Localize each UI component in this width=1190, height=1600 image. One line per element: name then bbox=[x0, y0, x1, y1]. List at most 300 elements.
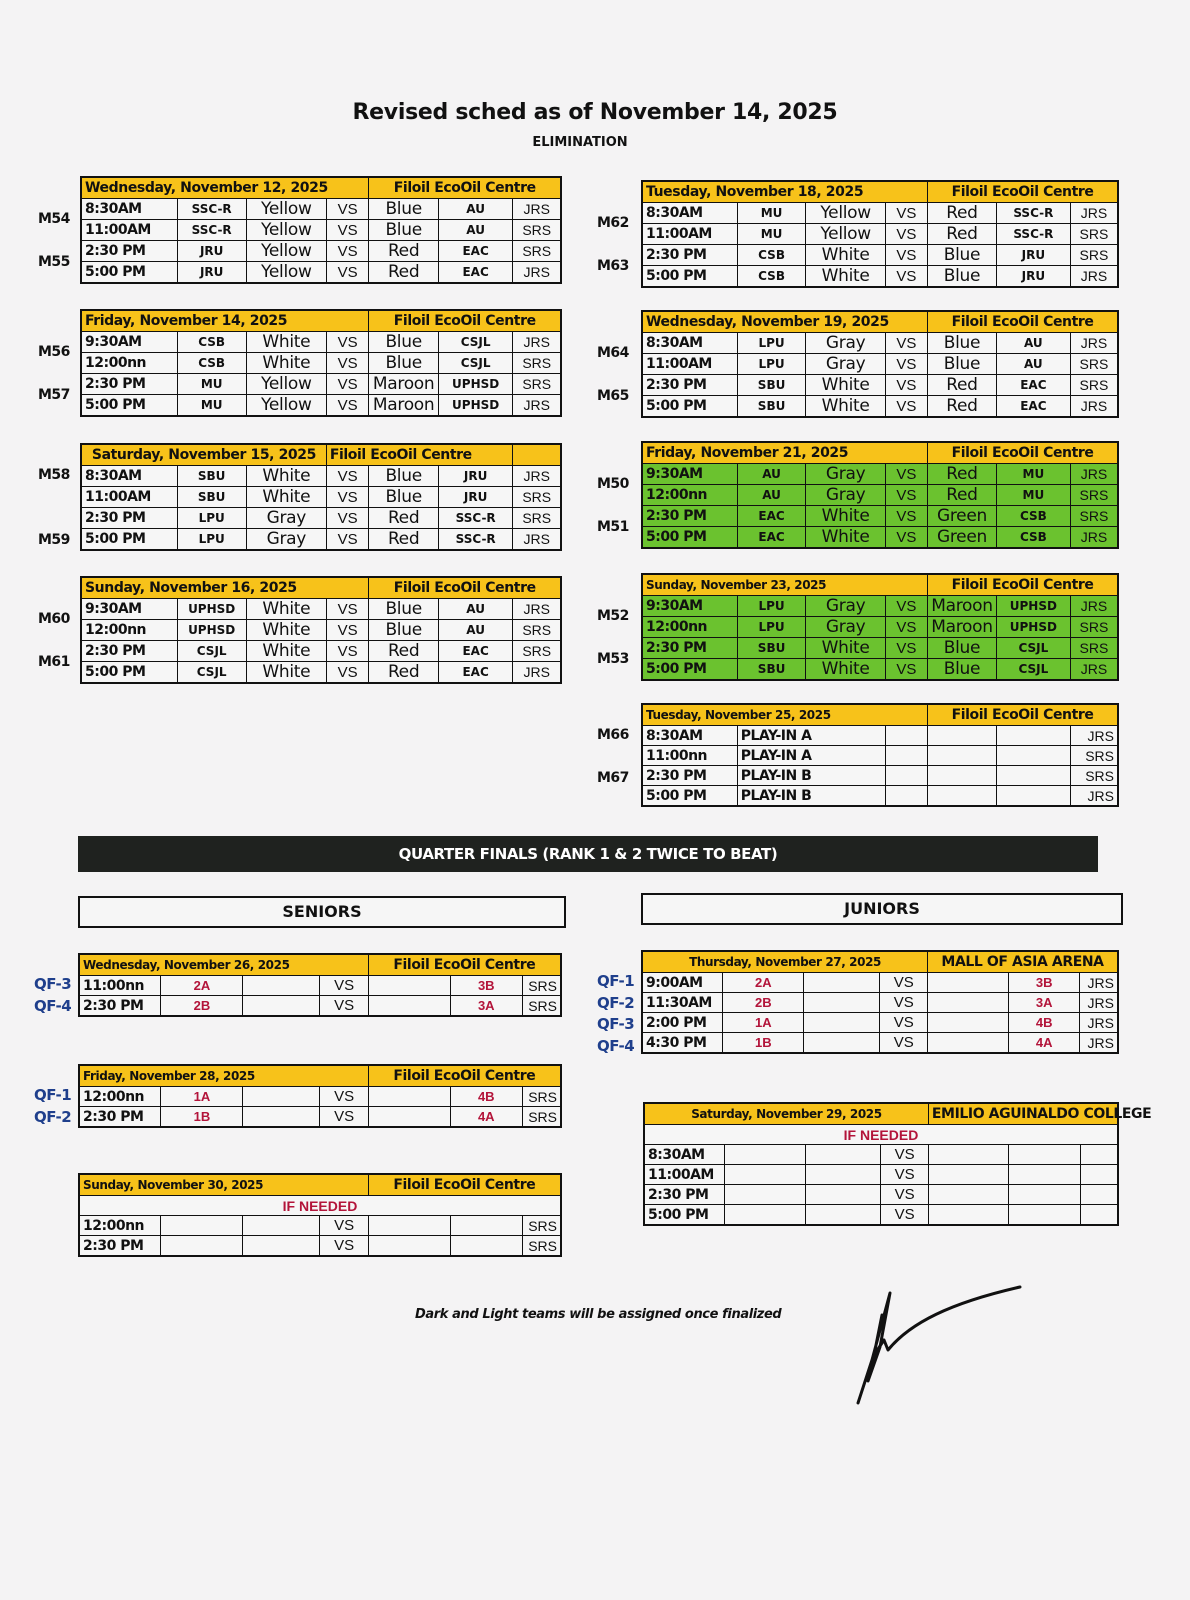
match-row bbox=[642, 726, 1118, 746]
match-number: M58 bbox=[38, 467, 70, 483]
division: SRS bbox=[513, 508, 561, 529]
team-2: CSJL bbox=[996, 638, 1070, 659]
empty-cell bbox=[805, 1205, 881, 1226]
division: SRS bbox=[522, 1087, 561, 1107]
venue-name: Filoil EcoOil Centre bbox=[928, 574, 1118, 596]
schedule-header-row bbox=[642, 574, 1118, 596]
match-row bbox=[642, 464, 1118, 485]
division: SRS bbox=[1070, 746, 1118, 766]
schedule-header-row bbox=[642, 704, 1118, 726]
empty-cell bbox=[996, 766, 1070, 786]
venue-name: Filoil EcoOil Centre bbox=[369, 310, 561, 332]
team-2: JRU bbox=[996, 245, 1070, 266]
vs-label: VS bbox=[326, 599, 369, 620]
vs-label: VS bbox=[326, 487, 369, 508]
match-time: 8:30AM bbox=[642, 333, 737, 354]
schedule-table bbox=[80, 576, 562, 684]
empty-cell bbox=[368, 1107, 450, 1128]
jersey-color-2: Blue bbox=[369, 332, 438, 353]
qf-match-label: QF-4 bbox=[597, 1036, 635, 1055]
match-time: 9:30AM bbox=[642, 464, 737, 485]
seed-1 bbox=[161, 1236, 243, 1257]
empty-cell bbox=[928, 746, 997, 766]
play-in-matchup: PLAY-IN A bbox=[737, 726, 885, 746]
empty-cell bbox=[368, 976, 450, 996]
match-time: 11:00AM bbox=[81, 487, 177, 508]
vs-label: VS bbox=[881, 1185, 928, 1205]
jersey-color-2: Blue bbox=[369, 199, 438, 220]
division: JRS bbox=[513, 332, 561, 353]
seed-2: 4B bbox=[450, 1087, 522, 1107]
qf-date: Friday, November 28, 2025 bbox=[79, 1065, 368, 1087]
qf-table bbox=[641, 950, 1119, 1054]
jersey-color-1: Gray bbox=[806, 333, 885, 354]
jersey-color-1: White bbox=[246, 466, 326, 487]
schedule-header-row bbox=[642, 181, 1118, 203]
schedule-table bbox=[641, 573, 1119, 681]
match-time: 12:00nn bbox=[81, 353, 177, 374]
vs-label: VS bbox=[885, 375, 927, 396]
jersey-color-2: Blue bbox=[928, 638, 997, 659]
schedule-date: Wednesday, November 12, 2025 bbox=[81, 177, 369, 199]
match-time: 8:30AM bbox=[81, 466, 177, 487]
signature bbox=[850, 1285, 1030, 1410]
vs-label: VS bbox=[885, 617, 927, 638]
jersey-color-1: Yellow bbox=[246, 199, 326, 220]
empty-cell bbox=[368, 996, 450, 1017]
match-time: 2:30 PM bbox=[81, 508, 177, 529]
division: SRS bbox=[1070, 485, 1118, 506]
division bbox=[1080, 1145, 1118, 1165]
match-row bbox=[642, 224, 1118, 245]
team-1: MU bbox=[177, 374, 246, 395]
division: JRS bbox=[1070, 527, 1118, 549]
seed-1: 2B bbox=[161, 996, 243, 1017]
match-time: 12:00nn bbox=[79, 1216, 161, 1236]
seed-2: 3B bbox=[1008, 973, 1079, 993]
seed-2: 4B bbox=[1008, 1013, 1079, 1033]
match-time: 11:00nn bbox=[79, 976, 161, 996]
qf-match-row bbox=[79, 976, 561, 996]
vs-label: VS bbox=[885, 659, 927, 681]
team-1: CSB bbox=[737, 266, 806, 288]
qf-table bbox=[78, 1173, 562, 1257]
juniors-label: JUNIORS bbox=[641, 893, 1123, 925]
jersey-color-2: Red bbox=[928, 396, 997, 418]
vs-label: VS bbox=[885, 485, 927, 506]
vs-label: VS bbox=[880, 1013, 928, 1033]
division: SRS bbox=[522, 976, 561, 996]
schedule-header-row bbox=[81, 577, 561, 599]
division: JRS bbox=[1070, 726, 1118, 746]
team-2: UPHSD bbox=[996, 596, 1070, 617]
jersey-color-1: Yellow bbox=[246, 241, 326, 262]
qf-header-row bbox=[642, 951, 1118, 973]
division: JRS bbox=[1070, 786, 1118, 807]
venue-name: Filoil EcoOil Centre bbox=[368, 1174, 561, 1196]
jersey-color-1: White bbox=[246, 641, 326, 662]
match-time: 5:00 PM bbox=[81, 262, 177, 284]
team-1: EAC bbox=[737, 527, 806, 549]
vs-label: VS bbox=[326, 353, 369, 374]
match-time: 11:00AM bbox=[642, 224, 737, 245]
jersey-color-2: Red bbox=[369, 241, 438, 262]
empty-cell bbox=[804, 993, 880, 1013]
qf-match-row bbox=[642, 973, 1118, 993]
division: SRS bbox=[1070, 766, 1118, 786]
jersey-color-2: Maroon bbox=[369, 395, 438, 417]
vs-label: VS bbox=[326, 220, 369, 241]
team-1: SBU bbox=[737, 396, 806, 418]
empty-cell bbox=[928, 1033, 1009, 1054]
schedule-table bbox=[641, 310, 1119, 418]
match-time: 2:30 PM bbox=[81, 374, 177, 395]
division: JRS bbox=[1070, 464, 1118, 485]
vs-label: VS bbox=[326, 241, 369, 262]
match-row bbox=[81, 332, 561, 353]
match-time: 12:00nn bbox=[81, 620, 177, 641]
match-row bbox=[642, 333, 1118, 354]
vs-label: VS bbox=[885, 224, 927, 245]
vs-label: VS bbox=[320, 1236, 368, 1257]
empty-cell bbox=[368, 1087, 450, 1107]
match-time: 5:00 PM bbox=[81, 662, 177, 684]
play-in-matchup: PLAY-IN B bbox=[737, 786, 885, 807]
empty-cell bbox=[805, 1165, 881, 1185]
empty-cell bbox=[368, 1236, 450, 1257]
division: SRS bbox=[513, 620, 561, 641]
schedule-table bbox=[80, 443, 562, 551]
division: SRS bbox=[1070, 224, 1118, 245]
jersey-color-1: White bbox=[246, 620, 326, 641]
schedule-header-row bbox=[81, 310, 561, 332]
empty-cell bbox=[243, 1107, 320, 1128]
vs-label: VS bbox=[326, 395, 369, 417]
vs-label: VS bbox=[885, 638, 927, 659]
team-2: EAC bbox=[438, 262, 513, 284]
vs-label: VS bbox=[320, 1107, 368, 1128]
empty-cell bbox=[928, 1013, 1009, 1033]
schedule-block bbox=[80, 443, 562, 551]
vs-label: VS bbox=[885, 464, 927, 485]
match-row bbox=[81, 620, 561, 641]
jersey-color-1: Gray bbox=[246, 529, 326, 551]
header-empty-cell bbox=[513, 444, 561, 466]
if-needed-label: IF NEEDED bbox=[79, 1196, 561, 1216]
team-1: LPU bbox=[737, 596, 806, 617]
team-1: SBU bbox=[737, 375, 806, 396]
schedule-date: Wednesday, November 19, 2025 bbox=[642, 311, 928, 333]
division: SRS bbox=[1070, 617, 1118, 638]
venue-name: Filoil EcoOil Centre bbox=[369, 577, 561, 599]
match-time: 2:30 PM bbox=[644, 1185, 725, 1205]
team-1: EAC bbox=[737, 506, 806, 527]
vs-label: VS bbox=[326, 620, 369, 641]
team-1: SSC-R bbox=[177, 199, 246, 220]
vs-label: VS bbox=[885, 203, 927, 224]
division: SRS bbox=[1070, 375, 1118, 396]
match-number: M56 bbox=[38, 343, 70, 360]
team-1: LPU bbox=[737, 354, 806, 375]
team-2: JRU bbox=[438, 487, 513, 508]
jersey-color-1: White bbox=[246, 353, 326, 374]
jersey-color-1: Yellow bbox=[806, 203, 885, 224]
empty-cell bbox=[243, 1087, 320, 1107]
qf-match-label: QF-1 bbox=[34, 1086, 72, 1104]
page-title: Revised sched as of November 14, 2025 bbox=[352, 100, 838, 125]
schedule-block bbox=[641, 703, 1119, 807]
empty-cell bbox=[243, 1216, 320, 1236]
division: JRS bbox=[513, 599, 561, 620]
team-2: EAC bbox=[996, 396, 1070, 418]
schedule-block bbox=[641, 573, 1119, 681]
jersey-color-1: White bbox=[806, 527, 885, 549]
vs-label: VS bbox=[880, 973, 928, 993]
empty-cell bbox=[885, 786, 927, 807]
match-row bbox=[642, 786, 1118, 807]
if-needed-row bbox=[644, 1125, 1118, 1145]
schedule-date: Sunday, November 23, 2025 bbox=[642, 574, 928, 596]
jersey-color-1: White bbox=[246, 332, 326, 353]
division: SRS bbox=[513, 641, 561, 662]
vs-label: VS bbox=[326, 374, 369, 395]
vs-label: VS bbox=[326, 466, 369, 487]
seed-1: 2B bbox=[723, 993, 804, 1013]
match-time: 12:00nn bbox=[642, 617, 737, 638]
vs-label: VS bbox=[885, 354, 927, 375]
qf-header-row bbox=[644, 1103, 1118, 1125]
vs-label: VS bbox=[885, 396, 927, 418]
match-row bbox=[642, 527, 1118, 549]
team-2: AU bbox=[438, 220, 513, 241]
schedule-table bbox=[641, 441, 1119, 549]
match-time: 2:30 PM bbox=[81, 641, 177, 662]
division: SRS bbox=[513, 353, 561, 374]
team-2: MU bbox=[996, 464, 1070, 485]
qf-match-row bbox=[79, 996, 561, 1017]
match-row bbox=[642, 506, 1118, 527]
empty-cell bbox=[368, 1216, 450, 1236]
qf-schedule-block bbox=[78, 1064, 562, 1128]
team-1: JRU bbox=[177, 241, 246, 262]
seed-2 bbox=[1009, 1205, 1080, 1226]
vs-label: VS bbox=[885, 245, 927, 266]
match-time: 2:30 PM bbox=[642, 375, 737, 396]
match-time: 9:30AM bbox=[81, 599, 177, 620]
division: JRS bbox=[1080, 973, 1118, 993]
match-time: 5:00 PM bbox=[644, 1205, 725, 1226]
jersey-color-2: Blue bbox=[928, 659, 997, 681]
division: JRS bbox=[1070, 333, 1118, 354]
schedule-header-row bbox=[642, 442, 1118, 464]
vs-label: VS bbox=[881, 1205, 928, 1226]
jersey-color-2: Red bbox=[928, 485, 997, 506]
jersey-color-1: Yellow bbox=[246, 395, 326, 417]
seed-2: 4A bbox=[1008, 1033, 1079, 1054]
vs-label: VS bbox=[885, 527, 927, 549]
match-time: 5:00 PM bbox=[642, 396, 737, 418]
empty-cell bbox=[928, 726, 997, 746]
schedule-block bbox=[641, 441, 1119, 549]
match-row bbox=[81, 395, 561, 417]
division: SRS bbox=[513, 374, 561, 395]
jersey-color-1: White bbox=[246, 487, 326, 508]
match-number: M51 bbox=[597, 519, 629, 535]
qf-match-row bbox=[79, 1107, 561, 1128]
team-2: AU bbox=[438, 199, 513, 220]
schedule-date: Friday, November 21, 2025 bbox=[642, 442, 928, 464]
division: SRS bbox=[513, 220, 561, 241]
venue-name: Filoil EcoOil Centre bbox=[928, 704, 1118, 726]
jersey-color-1: White bbox=[246, 662, 326, 684]
qf-match-label: QF-2 bbox=[597, 993, 635, 1012]
schedule-date: Sunday, November 16, 2025 bbox=[81, 577, 369, 599]
team-2: SSC-R bbox=[996, 224, 1070, 245]
seed-1: 2A bbox=[723, 973, 804, 993]
match-time: 2:30 PM bbox=[79, 1107, 161, 1128]
schedule-table bbox=[641, 180, 1119, 288]
jersey-color-1: Gray bbox=[806, 485, 885, 506]
match-row bbox=[81, 199, 561, 220]
empty-cell bbox=[928, 1185, 1009, 1205]
empty-cell bbox=[243, 976, 320, 996]
match-time: 12:00nn bbox=[642, 485, 737, 506]
seed-1: 1B bbox=[161, 1107, 243, 1128]
match-number: M53 bbox=[597, 651, 629, 667]
seed-2: 3B bbox=[450, 976, 522, 996]
match-time: 2:00 PM bbox=[642, 1013, 723, 1033]
seed-1 bbox=[161, 1216, 243, 1236]
venue-name: EMILIO AGUINALDO COLLEGE bbox=[928, 1103, 1118, 1125]
jersey-color-2: Red bbox=[369, 508, 438, 529]
match-time: 2:30 PM bbox=[79, 1236, 161, 1257]
qf-match-row bbox=[642, 1013, 1118, 1033]
jersey-color-2: Blue bbox=[369, 487, 438, 508]
team-2: AU bbox=[996, 333, 1070, 354]
schedule-block bbox=[80, 576, 562, 684]
division: SRS bbox=[513, 241, 561, 262]
division: JRS bbox=[513, 662, 561, 684]
match-row bbox=[81, 662, 561, 684]
jersey-color-2: Red bbox=[369, 641, 438, 662]
vs-label: VS bbox=[326, 332, 369, 353]
vs-label: VS bbox=[320, 1216, 368, 1236]
jersey-color-2: Maroon bbox=[928, 596, 997, 617]
match-row bbox=[642, 203, 1118, 224]
team-2: CSJL bbox=[438, 332, 513, 353]
match-row bbox=[81, 599, 561, 620]
division: JRS bbox=[513, 529, 561, 551]
venue-name: Filoil EcoOil Centre bbox=[368, 1065, 561, 1087]
quarter-finals-banner: QUARTER FINALS (RANK 1 & 2 TWICE TO BEAT) bbox=[78, 836, 1098, 872]
jersey-color-2: Red bbox=[928, 464, 997, 485]
team-1: SBU bbox=[177, 487, 246, 508]
vs-label: VS bbox=[885, 596, 927, 617]
team-2: AU bbox=[996, 354, 1070, 375]
match-row bbox=[81, 466, 561, 487]
qf-schedule-block bbox=[641, 950, 1119, 1054]
jersey-color-1: White bbox=[806, 396, 885, 418]
match-time: 9:30AM bbox=[81, 332, 177, 353]
schedule-table bbox=[641, 703, 1119, 807]
team-1: LPU bbox=[737, 333, 806, 354]
empty-cell bbox=[928, 786, 997, 807]
match-number: M57 bbox=[38, 387, 70, 403]
vs-label: VS bbox=[885, 333, 927, 354]
vs-label: VS bbox=[326, 199, 369, 220]
team-2: CSJL bbox=[438, 353, 513, 374]
team-1: MU bbox=[737, 203, 806, 224]
match-row bbox=[81, 353, 561, 374]
qf-date: Saturday, November 29, 2025 bbox=[644, 1103, 928, 1125]
schedule-table bbox=[80, 309, 562, 417]
footer-note: Dark and Light teams will be assigned once finalized bbox=[415, 1307, 782, 1322]
jersey-color-1: Yellow bbox=[246, 220, 326, 241]
match-number: M60 bbox=[38, 610, 70, 627]
match-time: 11:00AM bbox=[642, 354, 737, 375]
team-2: JRU bbox=[996, 266, 1070, 288]
play-in-matchup: PLAY-IN A bbox=[737, 746, 885, 766]
vs-label: VS bbox=[326, 529, 369, 551]
match-row bbox=[81, 241, 561, 262]
jersey-color-1: White bbox=[806, 506, 885, 527]
jersey-color-2: Red bbox=[928, 224, 997, 245]
empty-cell bbox=[885, 766, 927, 786]
match-number: M67 bbox=[597, 770, 629, 787]
match-row bbox=[642, 396, 1118, 418]
qf-match-label: QF-4 bbox=[34, 996, 72, 1015]
seed-1: 1A bbox=[723, 1013, 804, 1033]
empty-cell bbox=[928, 1145, 1009, 1165]
team-1: CSB bbox=[177, 332, 246, 353]
jersey-color-1: Gray bbox=[806, 464, 885, 485]
jersey-color-2: Blue bbox=[369, 466, 438, 487]
vs-label: VS bbox=[326, 662, 369, 684]
division bbox=[1080, 1205, 1118, 1226]
match-time: 4:30 PM bbox=[642, 1033, 723, 1054]
match-time: 9:00AM bbox=[642, 973, 723, 993]
division: JRS bbox=[1070, 203, 1118, 224]
team-1: UPHSD bbox=[177, 599, 246, 620]
seed-2 bbox=[450, 1236, 522, 1257]
jersey-color-1: White bbox=[806, 245, 885, 266]
empty-cell bbox=[928, 766, 997, 786]
jersey-color-2: Maroon bbox=[928, 617, 997, 638]
match-time: 2:30 PM bbox=[642, 766, 737, 786]
match-row bbox=[81, 641, 561, 662]
qf-header-row bbox=[79, 1065, 561, 1087]
team-2: CSJL bbox=[996, 659, 1070, 681]
match-row bbox=[642, 485, 1118, 506]
jersey-color-2: Green bbox=[928, 506, 997, 527]
team-1: UPHSD bbox=[177, 620, 246, 641]
empty-cell bbox=[805, 1145, 881, 1165]
match-time: 5:00 PM bbox=[642, 786, 737, 807]
seed-2 bbox=[1009, 1185, 1080, 1205]
jersey-color-2: Blue bbox=[928, 333, 997, 354]
qf-match-row bbox=[79, 1216, 561, 1236]
vs-label: VS bbox=[326, 641, 369, 662]
team-1: SBU bbox=[177, 466, 246, 487]
division: JRS bbox=[513, 199, 561, 220]
match-row bbox=[642, 245, 1118, 266]
team-2: UPHSD bbox=[438, 374, 513, 395]
qf-match-row bbox=[644, 1205, 1118, 1226]
empty-cell bbox=[996, 726, 1070, 746]
seed-1 bbox=[725, 1185, 806, 1205]
venue-name: MALL OF ASIA ARENA bbox=[928, 951, 1118, 973]
empty-cell bbox=[885, 726, 927, 746]
